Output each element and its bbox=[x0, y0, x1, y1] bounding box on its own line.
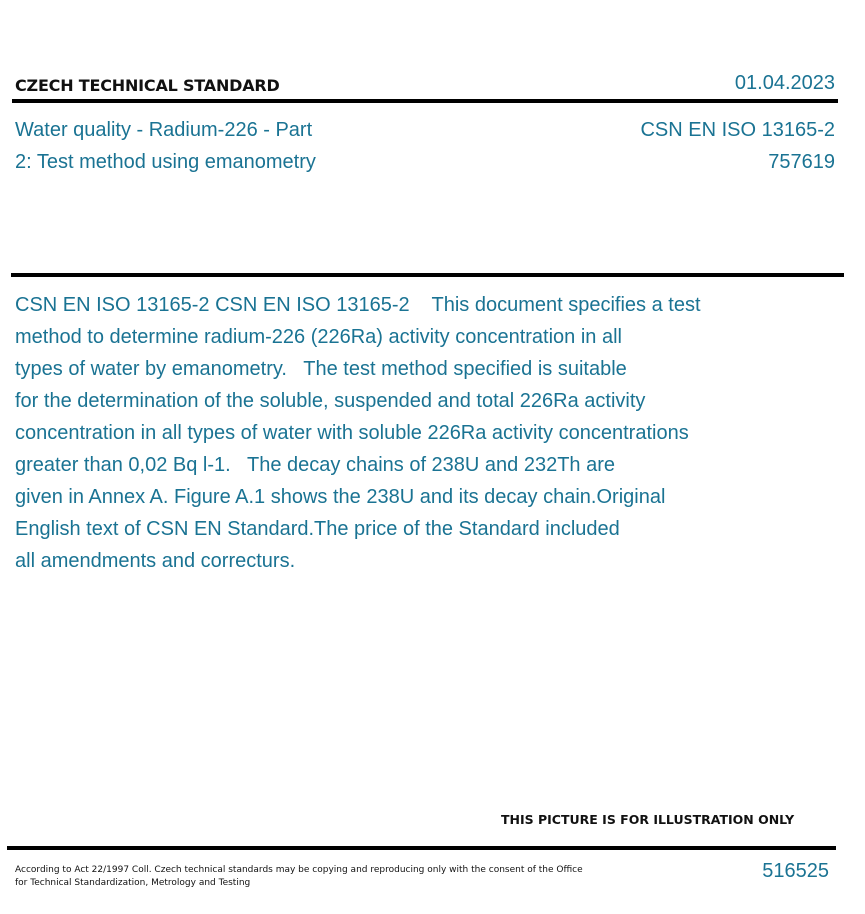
abstract-line: types of water by emanometry. The test method specified is suitable bbox=[15, 358, 627, 380]
title-divider bbox=[11, 273, 844, 277]
publication-date: 01.04.2023 bbox=[734, 72, 835, 94]
abstract-line: method to determine radium-226 (226Ra) activity concentration in all bbox=[15, 326, 622, 348]
abstract-line: given in Annex A. Figure A.1 shows the 238U and its decay chain.Original bbox=[15, 486, 666, 508]
document-title-line-2: 2: Test method using emanometry bbox=[15, 151, 316, 173]
abstract-line: all amendments and correcturs. bbox=[15, 550, 296, 572]
document-title bbox=[15, 114, 375, 178]
standard-code: CSN EN ISO 13165-2 bbox=[640, 119, 835, 141]
abstract-line: for the determination of the soluble, suspended and total 226Ra activity bbox=[15, 390, 646, 412]
legal-notice bbox=[15, 864, 583, 890]
abstract-line: English text of CSN EN Standard.The price of the Standard included bbox=[15, 518, 620, 540]
document-title-line-1: Water quality - Radium-226 - Part bbox=[15, 119, 313, 141]
catalog-number: 757619 bbox=[768, 151, 835, 173]
footer-divider bbox=[7, 846, 836, 850]
illustration-disclaimer: THIS PICTURE IS FOR ILLUSTRATION ONLY bbox=[501, 812, 795, 827]
legal-notice-line-1: According to Act 22/1997 Coll. Czech technical standards may be copying and reproducing only with the consent of the Office bbox=[15, 865, 583, 875]
abstract-line: concentration in all types of water with soluble 226Ra activity concentrations bbox=[15, 422, 689, 444]
standard-label: CZECH TECHNICAL STANDARD bbox=[15, 76, 280, 95]
legal-notice-line-2: for Technical Standardization, Metrology and Testing bbox=[15, 878, 251, 888]
footer-number: 516525 bbox=[762, 860, 829, 882]
document-identifiers bbox=[640, 114, 835, 178]
abstract-line: greater than 0,02 Bq l-1. The decay chains of 238U and 232Th are bbox=[15, 454, 616, 476]
header-divider bbox=[12, 99, 838, 103]
document-abstract bbox=[15, 289, 775, 577]
abstract-line: CSN EN ISO 13165-2 CSN EN ISO 13165-2 This document specifies a test bbox=[15, 294, 701, 316]
